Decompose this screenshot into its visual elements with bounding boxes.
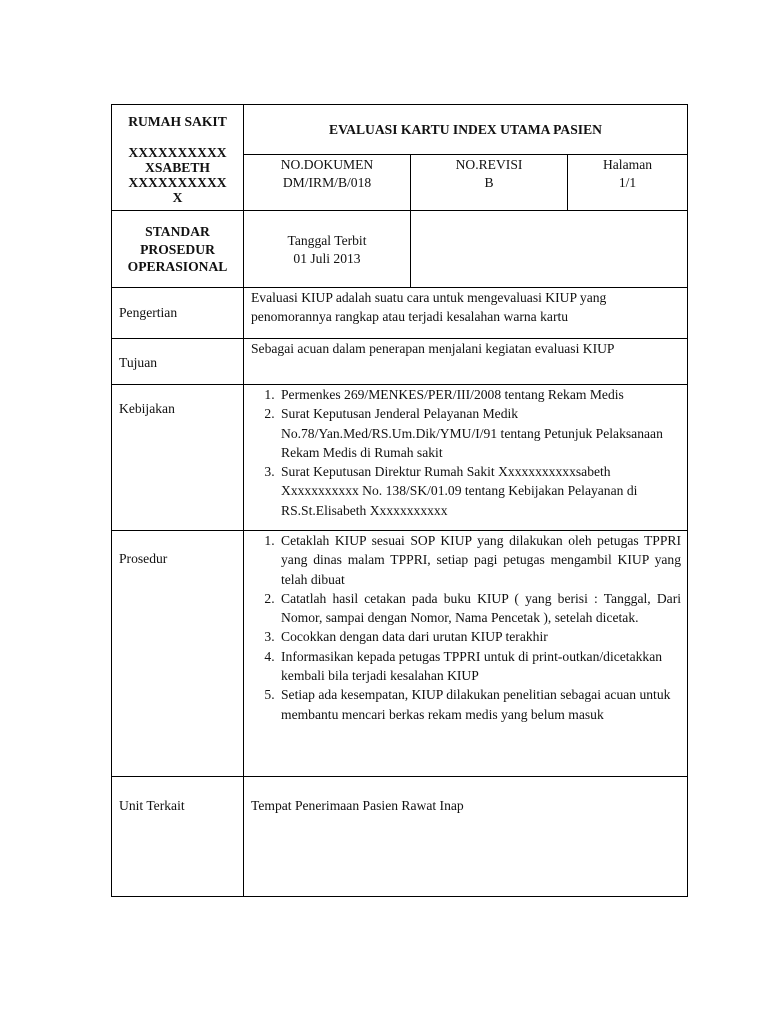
sop-document-table bbox=[111, 104, 688, 897]
kebijakan-list bbox=[251, 385, 681, 520]
pengertian-text: Evaluasi KIUP adalah suatu cara untuk mengevaluasi KIUP yang penomorannya rangkap atau terjadi kesalahan warna kartu bbox=[251, 290, 607, 325]
tujuan-label: Tujuan bbox=[119, 355, 158, 370]
hospital-name: XXXXXXXXXX XSABETH XXXXXXXXXX X bbox=[128, 145, 227, 206]
tujuan-content-cell bbox=[243, 338, 687, 384]
hospital-label: RUMAH SAKIT bbox=[128, 114, 227, 129]
kebijakan-item: 1. Permenkes 269/MENKES/PER/III/2008 tentang Rekam Medis bbox=[278, 385, 681, 404]
kebijakan-label-cell bbox=[112, 384, 243, 530]
revision-label: NO.REVISI bbox=[455, 157, 523, 172]
prosedur-label-cell bbox=[112, 530, 243, 776]
pengertian-content-cell bbox=[243, 287, 687, 338]
doc-number-cell bbox=[243, 154, 410, 210]
page-label: Halaman bbox=[602, 157, 653, 172]
pengertian-label-cell bbox=[112, 287, 243, 338]
kebijakan-item: 2. Surat Keputusan Jenderal Pelayanan Medik No.78/Yan.Med/RS.Um.Dik/YMU/I/91 tentang Petunjuk Pelaksanaan Rekam Medis di Rumah sakit bbox=[278, 404, 681, 462]
doc-number-label: NO.DOKUMEN bbox=[280, 157, 374, 172]
issue-date-label: Tanggal Terbit bbox=[287, 233, 367, 248]
kebijakan-label: Kebijakan bbox=[119, 401, 175, 416]
prosedur-label: Prosedur bbox=[119, 551, 168, 566]
prosedur-item: 2. Catatlah hasil cetakan pada buku KIUP ( yang berisi : Tanggal, Dari Nomor, sampai dengan Nomor, Nama Pencetak ), setelah dicetak. bbox=[278, 589, 681, 628]
unit-terkait-label: Unit Terkait bbox=[119, 798, 185, 813]
issue-date-cell bbox=[243, 210, 410, 287]
doc-number-value: DM/IRM/B/018 bbox=[282, 174, 372, 190]
unit-terkait-content-cell bbox=[243, 776, 687, 896]
kebijakan-content-cell bbox=[243, 384, 687, 530]
sop-cell: STANDAR PROSEDUR OPERASIONAL bbox=[112, 210, 243, 287]
page-value: 1/1 bbox=[618, 174, 637, 190]
hospital-cell bbox=[112, 105, 243, 210]
page-cell bbox=[567, 154, 687, 210]
unit-terkait-label-cell bbox=[112, 776, 243, 896]
prosedur-item: 1. Cetaklah KIUP sesuai SOP KIUP yang dilakukan oleh petugas TPPRI yang dinas malam TPPRI, setiap pagi petugas mengambil KIUP yang telah dibuat bbox=[278, 531, 681, 589]
pengertian-label: Pengertian bbox=[119, 305, 178, 320]
prosedur-list bbox=[251, 531, 681, 724]
unit-terkait-text: Tempat Penerimaan Pasien Rawat Inap bbox=[251, 798, 464, 813]
kebijakan-item: 3. Surat Keputusan Direktur Rumah Sakit Xxxxxxxxxxxsabeth Xxxxxxxxxxx No. 138/SK/01.09 tentang Kebijakan Pelayanan di RS.St.Elisabeth Xxxxxxxxxxx bbox=[278, 462, 681, 520]
doc-title-cell bbox=[243, 105, 687, 154]
tujuan-text: Sebagai acuan dalam penerapan menjalani kegiatan evaluasi KIUP bbox=[251, 341, 615, 356]
prosedur-item: 4. Informasikan kepada petugas TPPRI untuk di print-outkan/dicetakkan kembali bila terjadi kesalahan KIUP bbox=[278, 647, 681, 686]
revision-cell bbox=[410, 154, 567, 210]
prosedur-item: 5. Setiap ada kesempatan, KIUP dilakukan penelitian sebagai acuan untuk membantu mencari berkas rekam medis yang belum masuk bbox=[278, 685, 681, 724]
tujuan-label-cell bbox=[112, 338, 243, 384]
signature-cell bbox=[410, 210, 687, 287]
doc-title: EVALUASI KARTU INDEX UTAMA PASIEN bbox=[329, 122, 602, 137]
prosedur-item: 3. Cocokkan dengan data dari urutan KIUP terakhir bbox=[278, 627, 681, 646]
revision-value: B bbox=[484, 174, 494, 190]
issue-date-value: 01 Juli 2013 bbox=[293, 251, 361, 267]
prosedur-content-cell bbox=[243, 530, 687, 776]
